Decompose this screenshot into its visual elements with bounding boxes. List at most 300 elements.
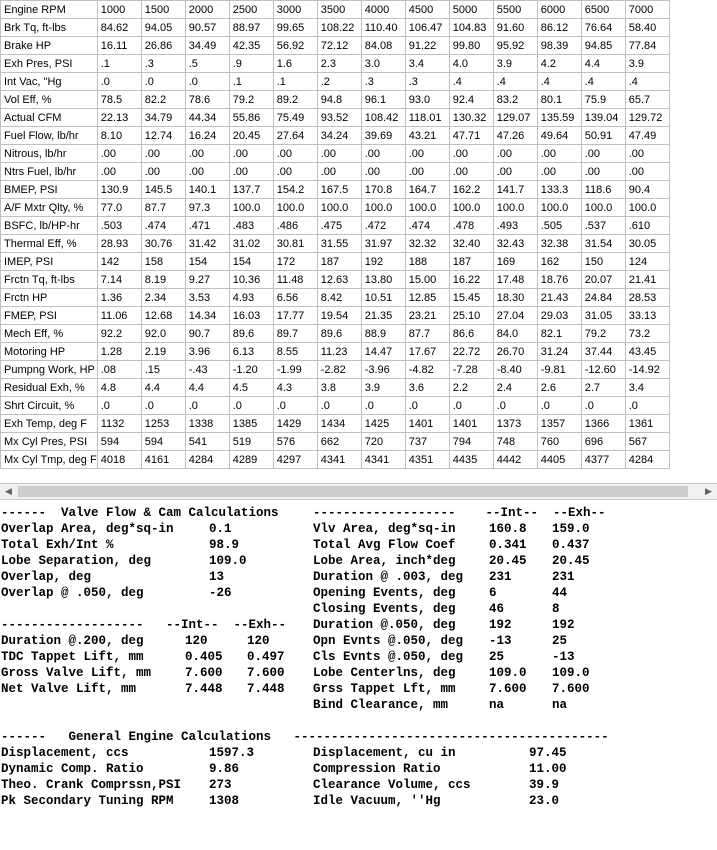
table-cell[interactable]: .471 (185, 217, 229, 235)
scrollbar-thumb[interactable] (18, 486, 688, 497)
table-cell[interactable]: 47.49 (625, 127, 669, 145)
table-cell[interactable]: .00 (537, 163, 581, 181)
table-cell[interactable]: .0 (405, 397, 449, 415)
table-cell[interactable]: 8.19 (141, 271, 185, 289)
table-cell[interactable]: .00 (405, 163, 449, 181)
table-cell[interactable]: 30.76 (141, 235, 185, 253)
table-cell[interactable]: 3.8 (317, 379, 361, 397)
table-cell[interactable]: 172 (273, 253, 317, 271)
table-cell[interactable]: -1.99 (273, 361, 317, 379)
table-cell[interactable]: 82.1 (537, 325, 581, 343)
table-cell[interactable]: .00 (273, 163, 317, 181)
table-cell[interactable]: 30.05 (625, 235, 669, 253)
table-cell[interactable]: 33.13 (625, 307, 669, 325)
table-cell[interactable]: 142 (97, 253, 141, 271)
table-cell[interactable]: 95.92 (493, 37, 537, 55)
table-cell[interactable]: 100.0 (273, 199, 317, 217)
table-cell[interactable]: .478 (449, 217, 493, 235)
table-cell[interactable]: 90.7 (185, 325, 229, 343)
table-cell[interactable]: .1 (97, 55, 141, 73)
table-cell[interactable]: 17.48 (493, 271, 537, 289)
table-cell[interactable]: .0 (317, 397, 361, 415)
table-cell[interactable]: 91.22 (405, 37, 449, 55)
table-cell[interactable]: 89.6 (317, 325, 361, 343)
table-cell[interactable]: 34.79 (141, 109, 185, 127)
table-cell[interactable]: .00 (185, 163, 229, 181)
table-cell[interactable]: 100.0 (537, 199, 581, 217)
table-cell[interactable]: 158 (141, 253, 185, 271)
table-cell[interactable]: 21.41 (625, 271, 669, 289)
table-cell[interactable]: 187 (317, 253, 361, 271)
table-cell[interactable]: 1357 (537, 415, 581, 433)
table-cell[interactable]: 14.47 (361, 343, 405, 361)
table-cell[interactable]: 32.43 (493, 235, 537, 253)
table-cell[interactable]: 3.53 (185, 289, 229, 307)
table-cell[interactable]: .0 (141, 397, 185, 415)
table-cell[interactable]: 19.54 (317, 307, 361, 325)
table-cell[interactable]: 13.80 (361, 271, 405, 289)
table-cell[interactable]: 94.8 (317, 91, 361, 109)
table-cell[interactable]: .00 (229, 145, 273, 163)
table-cell[interactable]: .00 (449, 163, 493, 181)
table-cell[interactable]: 31.02 (229, 235, 273, 253)
rpm-column-header[interactable]: 4500 (405, 1, 449, 19)
table-cell[interactable]: 12.85 (405, 289, 449, 307)
table-cell[interactable]: 8.10 (97, 127, 141, 145)
table-cell[interactable]: .00 (625, 145, 669, 163)
table-cell[interactable]: 4284 (625, 451, 669, 469)
table-cell[interactable]: 1401 (449, 415, 493, 433)
table-cell[interactable]: -12.60 (581, 361, 625, 379)
rpm-column-header[interactable]: 4000 (361, 1, 405, 19)
table-cell[interactable]: 3.9 (625, 55, 669, 73)
table-cell[interactable]: 100.0 (493, 199, 537, 217)
table-cell[interactable]: .00 (97, 145, 141, 163)
table-cell[interactable]: .537 (581, 217, 625, 235)
table-cell[interactable]: 135.59 (537, 109, 581, 127)
table-cell[interactable]: 2.6 (537, 379, 581, 397)
table-cell[interactable]: 88.9 (361, 325, 405, 343)
table-cell[interactable]: .00 (229, 163, 273, 181)
table-cell[interactable]: 1385 (229, 415, 273, 433)
table-cell[interactable]: 76.64 (581, 19, 625, 37)
table-cell[interactable]: 58.40 (625, 19, 669, 37)
table-cell[interactable]: 75.49 (273, 109, 317, 127)
table-cell[interactable]: 4341 (317, 451, 361, 469)
table-cell[interactable]: 8.55 (273, 343, 317, 361)
table-cell[interactable]: 94.85 (581, 37, 625, 55)
table-cell[interactable]: 28.93 (97, 235, 141, 253)
table-cell[interactable]: .0 (97, 73, 141, 91)
table-cell[interactable]: 31.24 (537, 343, 581, 361)
table-cell[interactable]: 4.4 (581, 55, 625, 73)
table-cell[interactable]: 129.72 (625, 109, 669, 127)
table-cell[interactable]: 11.06 (97, 307, 141, 325)
rpm-column-header[interactable]: 1000 (97, 1, 141, 19)
table-cell[interactable]: .00 (537, 145, 581, 163)
table-cell[interactable]: -2.82 (317, 361, 361, 379)
table-cell[interactable]: .0 (273, 397, 317, 415)
table-cell[interactable]: 1434 (317, 415, 361, 433)
table-cell[interactable]: 4284 (185, 451, 229, 469)
table-cell[interactable]: 91.60 (493, 19, 537, 37)
table-cell[interactable]: 29.03 (537, 307, 581, 325)
table-cell[interactable]: 1401 (405, 415, 449, 433)
table-cell[interactable]: 118.6 (581, 181, 625, 199)
table-cell[interactable]: 21.43 (537, 289, 581, 307)
table-cell[interactable]: 92.4 (449, 91, 493, 109)
table-cell[interactable]: 93.0 (405, 91, 449, 109)
table-cell[interactable]: -4.82 (405, 361, 449, 379)
table-cell[interactable]: 139.04 (581, 109, 625, 127)
table-cell[interactable]: 39.69 (361, 127, 405, 145)
table-cell[interactable]: 14.34 (185, 307, 229, 325)
table-cell[interactable]: 56.92 (273, 37, 317, 55)
table-cell[interactable]: .3 (361, 73, 405, 91)
table-cell[interactable]: 8.42 (317, 289, 361, 307)
table-cell[interactable]: 1366 (581, 415, 625, 433)
table-cell[interactable]: 4442 (493, 451, 537, 469)
table-cell[interactable]: 187 (449, 253, 493, 271)
table-cell[interactable]: 6.13 (229, 343, 273, 361)
table-cell[interactable]: .474 (141, 217, 185, 235)
table-cell[interactable]: 1.6 (273, 55, 317, 73)
table-cell[interactable]: 4289 (229, 451, 273, 469)
table-cell[interactable]: 110.40 (361, 19, 405, 37)
table-cell[interactable]: 87.7 (405, 325, 449, 343)
table-cell[interactable]: .00 (361, 163, 405, 181)
table-cell[interactable]: 75.9 (581, 91, 625, 109)
table-cell[interactable]: 10.51 (361, 289, 405, 307)
table-cell[interactable]: 162 (537, 253, 581, 271)
table-cell[interactable]: 12.63 (317, 271, 361, 289)
table-cell[interactable]: 77.84 (625, 37, 669, 55)
table-cell[interactable]: 78.5 (97, 91, 141, 109)
table-cell[interactable]: 92.0 (141, 325, 185, 343)
table-cell[interactable]: .00 (493, 145, 537, 163)
table-cell[interactable]: 130.9 (97, 181, 141, 199)
table-cell[interactable]: 92.2 (97, 325, 141, 343)
table-cell[interactable]: .474 (405, 217, 449, 235)
table-cell[interactable]: 3.9 (361, 379, 405, 397)
table-cell[interactable]: 2.4 (493, 379, 537, 397)
table-cell[interactable]: 3.4 (625, 379, 669, 397)
table-cell[interactable]: 108.42 (361, 109, 405, 127)
table-cell[interactable]: 16.22 (449, 271, 493, 289)
rpm-column-header[interactable]: 3500 (317, 1, 361, 19)
table-cell[interactable]: 4297 (273, 451, 317, 469)
table-cell[interactable]: 23.21 (405, 307, 449, 325)
table-cell[interactable]: 167.5 (317, 181, 361, 199)
table-cell[interactable]: 4.4 (185, 379, 229, 397)
table-cell[interactable]: 3.0 (361, 55, 405, 73)
table-cell[interactable]: 84.62 (97, 19, 141, 37)
table-cell[interactable]: 154 (229, 253, 273, 271)
table-cell[interactable]: 96.1 (361, 91, 405, 109)
table-cell[interactable]: .00 (581, 163, 625, 181)
table-cell[interactable]: 15.45 (449, 289, 493, 307)
table-cell[interactable]: 20.07 (581, 271, 625, 289)
rpm-column-header[interactable]: 1500 (141, 1, 185, 19)
table-cell[interactable]: 2.19 (141, 343, 185, 361)
table-cell[interactable]: 2.34 (141, 289, 185, 307)
table-cell[interactable]: 130.32 (449, 109, 493, 127)
table-cell[interactable]: 88.97 (229, 19, 273, 37)
table-cell[interactable]: 26.86 (141, 37, 185, 55)
table-cell[interactable]: .00 (625, 163, 669, 181)
table-cell[interactable]: 4.4 (141, 379, 185, 397)
table-cell[interactable]: 3.96 (185, 343, 229, 361)
table-cell[interactable]: 94.05 (141, 19, 185, 37)
table-cell[interactable]: 26.70 (493, 343, 537, 361)
table-cell[interactable]: 28.53 (625, 289, 669, 307)
table-cell[interactable]: 34.49 (185, 37, 229, 55)
rpm-column-header[interactable]: 2500 (229, 1, 273, 19)
table-cell[interactable]: 7.14 (97, 271, 141, 289)
table-cell[interactable]: .00 (317, 145, 361, 163)
table-cell[interactable]: 3.4 (405, 55, 449, 73)
table-cell[interactable]: 37.44 (581, 343, 625, 361)
table-cell[interactable]: 31.05 (581, 307, 625, 325)
table-cell[interactable]: 150 (581, 253, 625, 271)
table-cell[interactable]: 662 (317, 433, 361, 451)
table-cell[interactable]: 100.0 (361, 199, 405, 217)
table-cell[interactable]: 4.2 (537, 55, 581, 73)
table-cell[interactable]: 1.36 (97, 289, 141, 307)
table-cell[interactable]: 78.6 (185, 91, 229, 109)
table-cell[interactable]: 11.23 (317, 343, 361, 361)
table-cell[interactable]: .4 (493, 73, 537, 91)
table-cell[interactable]: 11.48 (273, 271, 317, 289)
table-cell[interactable]: 93.52 (317, 109, 361, 127)
table-cell[interactable]: .00 (97, 163, 141, 181)
table-cell[interactable]: .3 (405, 73, 449, 91)
table-cell[interactable]: 24.84 (581, 289, 625, 307)
table-cell[interactable]: 90.57 (185, 19, 229, 37)
table-cell[interactable]: 32.32 (405, 235, 449, 253)
table-cell[interactable]: 77.0 (97, 199, 141, 217)
table-cell[interactable]: 164.7 (405, 181, 449, 199)
table-cell[interactable]: -3.96 (361, 361, 405, 379)
table-cell[interactable]: 79.2 (581, 325, 625, 343)
table-cell[interactable]: 1425 (361, 415, 405, 433)
table-cell[interactable]: .0 (361, 397, 405, 415)
table-cell[interactable]: 99.65 (273, 19, 317, 37)
table-cell[interactable]: 98.39 (537, 37, 581, 55)
table-cell[interactable]: 97.3 (185, 199, 229, 217)
table-cell[interactable]: 188 (405, 253, 449, 271)
table-cell[interactable]: 89.6 (229, 325, 273, 343)
table-cell[interactable]: 16.24 (185, 127, 229, 145)
table-cell[interactable]: 30.81 (273, 235, 317, 253)
table-cell[interactable]: 1132 (97, 415, 141, 433)
table-cell[interactable]: .00 (405, 145, 449, 163)
table-cell[interactable]: 519 (229, 433, 273, 451)
table-cell[interactable]: 170.8 (361, 181, 405, 199)
table-cell[interactable]: 18.76 (537, 271, 581, 289)
table-cell[interactable]: 22.13 (97, 109, 141, 127)
table-cell[interactable]: 4.3 (273, 379, 317, 397)
table-cell[interactable]: .00 (581, 145, 625, 163)
table-cell[interactable]: 31.55 (317, 235, 361, 253)
table-cell[interactable]: 10.36 (229, 271, 273, 289)
table-cell[interactable]: 27.64 (273, 127, 317, 145)
table-cell[interactable]: 1338 (185, 415, 229, 433)
table-cell[interactable]: 80.1 (537, 91, 581, 109)
table-cell[interactable]: .483 (229, 217, 273, 235)
table-cell[interactable]: 760 (537, 433, 581, 451)
table-cell[interactable]: 696 (581, 433, 625, 451)
table-cell[interactable]: 99.80 (449, 37, 493, 55)
scroll-right-arrow-icon[interactable]: ▶ (705, 486, 712, 496)
table-cell[interactable]: 4405 (537, 451, 581, 469)
table-cell[interactable]: 100.0 (449, 199, 493, 217)
table-cell[interactable]: 84.0 (493, 325, 537, 343)
table-cell[interactable]: .0 (449, 397, 493, 415)
table-cell[interactable]: 89.7 (273, 325, 317, 343)
table-cell[interactable]: 100.0 (625, 199, 669, 217)
table-cell[interactable]: 104.83 (449, 19, 493, 37)
table-cell[interactable]: .00 (141, 163, 185, 181)
table-cell[interactable]: 541 (185, 433, 229, 451)
table-cell[interactable]: .0 (537, 397, 581, 415)
table-cell[interactable]: .0 (141, 73, 185, 91)
table-cell[interactable]: 86.6 (449, 325, 493, 343)
table-cell[interactable]: .00 (185, 145, 229, 163)
table-cell[interactable]: 31.97 (361, 235, 405, 253)
rpm-column-header[interactable]: 5500 (493, 1, 537, 19)
table-cell[interactable]: .00 (493, 163, 537, 181)
table-cell[interactable]: -8.40 (493, 361, 537, 379)
table-cell[interactable]: .2 (317, 73, 361, 91)
table-cell[interactable]: 108.22 (317, 19, 361, 37)
table-cell[interactable]: -.43 (185, 361, 229, 379)
table-cell[interactable]: 16.11 (97, 37, 141, 55)
table-cell[interactable]: .08 (97, 361, 141, 379)
table-cell[interactable]: 34.24 (317, 127, 361, 145)
table-cell[interactable]: .15 (141, 361, 185, 379)
table-cell[interactable]: .0 (185, 397, 229, 415)
table-cell[interactable]: 4351 (405, 451, 449, 469)
table-cell[interactable]: 17.77 (273, 307, 317, 325)
table-cell[interactable]: 17.67 (405, 343, 449, 361)
table-cell[interactable]: 4.8 (97, 379, 141, 397)
table-cell[interactable]: 90.4 (625, 181, 669, 199)
table-cell[interactable]: .0 (493, 397, 537, 415)
table-cell[interactable]: 133.3 (537, 181, 581, 199)
table-cell[interactable]: 576 (273, 433, 317, 451)
table-cell[interactable]: 4.5 (229, 379, 273, 397)
table-cell[interactable]: .505 (537, 217, 581, 235)
table-cell[interactable]: 737 (405, 433, 449, 451)
table-cell[interactable]: 594 (141, 433, 185, 451)
table-cell[interactable]: .486 (273, 217, 317, 235)
table-cell[interactable]: 47.71 (449, 127, 493, 145)
table-cell[interactable]: 1429 (273, 415, 317, 433)
rpm-column-header[interactable]: 7000 (625, 1, 669, 19)
table-cell[interactable]: 4.93 (229, 289, 273, 307)
table-cell[interactable]: 31.54 (581, 235, 625, 253)
table-cell[interactable]: 55.86 (229, 109, 273, 127)
table-cell[interactable]: 162.2 (449, 181, 493, 199)
table-cell[interactable]: 2.7 (581, 379, 625, 397)
table-cell[interactable]: 141.7 (493, 181, 537, 199)
table-cell[interactable]: 31.42 (185, 235, 229, 253)
table-cell[interactable]: .493 (493, 217, 537, 235)
table-cell[interactable]: 73.2 (625, 325, 669, 343)
table-cell[interactable]: 100.0 (229, 199, 273, 217)
table-cell[interactable]: .4 (537, 73, 581, 91)
table-cell[interactable]: 169 (493, 253, 537, 271)
table-cell[interactable]: 47.26 (493, 127, 537, 145)
table-cell[interactable]: 22.72 (449, 343, 493, 361)
table-cell[interactable]: 154.2 (273, 181, 317, 199)
table-cell[interactable]: .00 (361, 145, 405, 163)
table-cell[interactable]: -7.28 (449, 361, 493, 379)
table-cell[interactable]: .0 (229, 397, 273, 415)
table-cell[interactable]: 50.91 (581, 127, 625, 145)
table-cell[interactable]: 2.2 (449, 379, 493, 397)
table-cell[interactable]: 4018 (97, 451, 141, 469)
table-cell[interactable]: .4 (625, 73, 669, 91)
table-cell[interactable]: .4 (449, 73, 493, 91)
table-cell[interactable]: 18.30 (493, 289, 537, 307)
table-cell[interactable]: 1253 (141, 415, 185, 433)
table-cell[interactable]: 100.0 (317, 199, 361, 217)
table-cell[interactable]: .00 (449, 145, 493, 163)
table-cell[interactable]: -9.81 (537, 361, 581, 379)
table-cell[interactable]: .5 (185, 55, 229, 73)
table-cell[interactable]: 594 (97, 433, 141, 451)
table-cell[interactable]: 124 (625, 253, 669, 271)
table-cell[interactable]: 106.47 (405, 19, 449, 37)
table-cell[interactable]: 3.6 (405, 379, 449, 397)
table-cell[interactable]: 567 (625, 433, 669, 451)
table-cell[interactable]: .0 (97, 397, 141, 415)
table-cell[interactable]: 129.07 (493, 109, 537, 127)
table-cell[interactable]: 137.7 (229, 181, 273, 199)
table-cell[interactable]: 87.7 (141, 199, 185, 217)
table-cell[interactable]: 6.56 (273, 289, 317, 307)
table-cell[interactable]: 20.45 (229, 127, 273, 145)
table-cell[interactable]: 15.00 (405, 271, 449, 289)
table-cell[interactable]: .00 (317, 163, 361, 181)
table-cell[interactable]: .9 (229, 55, 273, 73)
table-cell[interactable]: 4161 (141, 451, 185, 469)
table-cell[interactable]: .4 (581, 73, 625, 91)
table-cell[interactable]: 100.0 (405, 199, 449, 217)
table-cell[interactable]: .503 (97, 217, 141, 235)
table-cell[interactable]: .0 (185, 73, 229, 91)
table-cell[interactable]: 145.5 (141, 181, 185, 199)
table-cell[interactable]: 9.27 (185, 271, 229, 289)
table-cell[interactable]: 140.1 (185, 181, 229, 199)
rpm-column-header[interactable]: 3000 (273, 1, 317, 19)
table-cell[interactable]: 32.40 (449, 235, 493, 253)
table-cell[interactable]: 1361 (625, 415, 669, 433)
table-cell[interactable]: .1 (273, 73, 317, 91)
table-cell[interactable]: 3.9 (493, 55, 537, 73)
table-cell[interactable]: 44.34 (185, 109, 229, 127)
table-cell[interactable]: 25.10 (449, 307, 493, 325)
rpm-column-header[interactable]: 2000 (185, 1, 229, 19)
table-cell[interactable]: 118.01 (405, 109, 449, 127)
table-cell[interactable]: 82.2 (141, 91, 185, 109)
table-cell[interactable]: .610 (625, 217, 669, 235)
table-cell[interactable]: .3 (141, 55, 185, 73)
table-cell[interactable]: 89.2 (273, 91, 317, 109)
table-cell[interactable]: -1.20 (229, 361, 273, 379)
